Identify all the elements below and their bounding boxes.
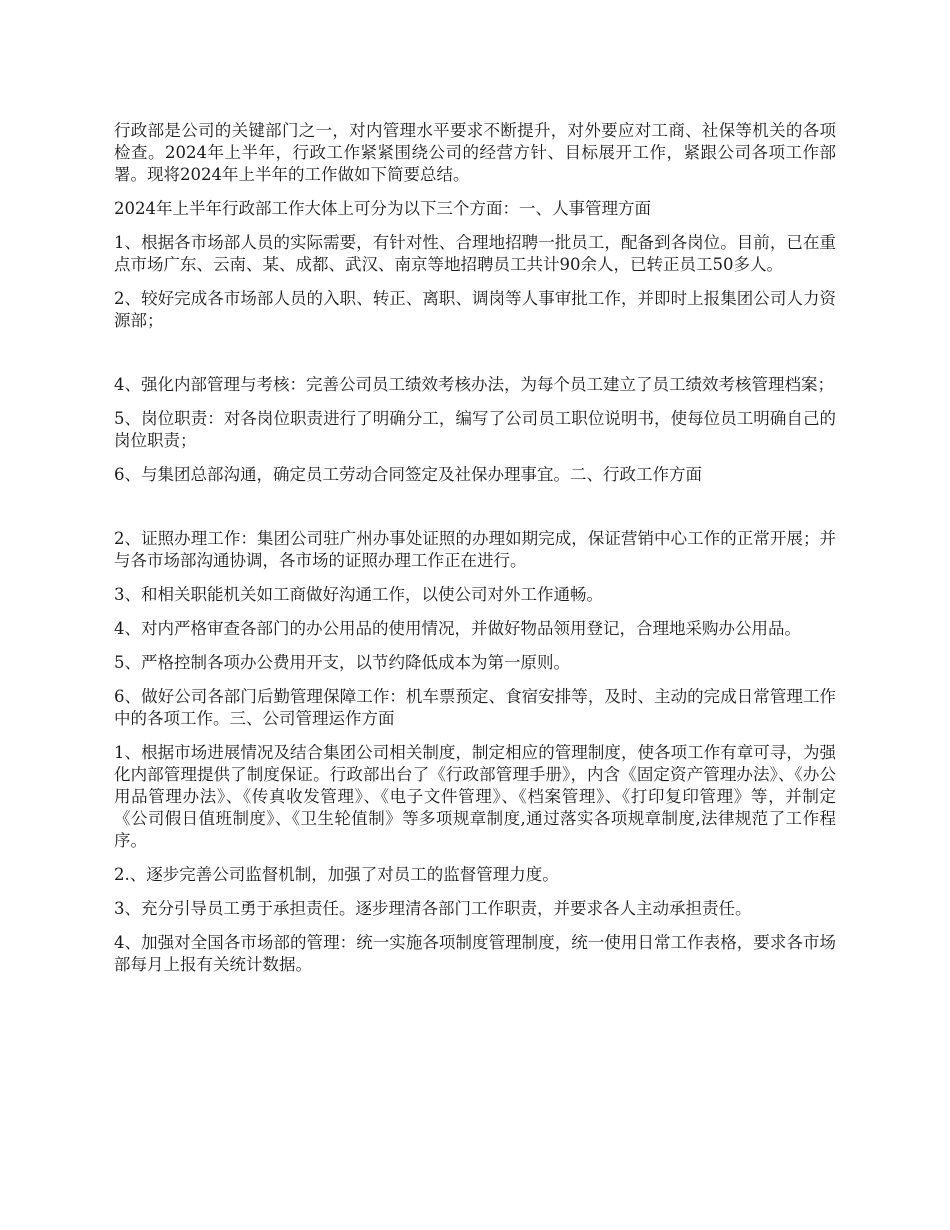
- admin-item-4: 4、对内严格审查各部门的办公用品的使用情况，并做好物品领用登记，合理地采购办公用品。: [114, 619, 801, 638]
- hr-item-4: 4、强化内部管理与考核：完善公司员工绩效考核办法，为每个员工建立了员工绩效考核管理档案；: [114, 375, 834, 394]
- admin-item-2: 2、证照办理工作：集团公司驻广州办事处证照的办理如期完成，保证营销中心工作的正常开展；并与各市场部沟通协调，各市场的证照办理工作正在进行。: [114, 529, 836, 570]
- admin-item-3: 3、和相关职能机关如工商做好沟通工作，以使公司对外工作通畅。: [114, 585, 603, 604]
- admin-item-5: 5、严格控制各项办公费用开支，以节约降低成本为第一原则。: [114, 653, 570, 672]
- hr-item-1: 1、根据各市场部人员的实际需要，有针对性、合理地招聘一批员工，配备到各岗位。目前，已在重点市场广东、云南、某、成都、武汉、南京等地招聘员工共计90余人，已转正员工50多人。: [114, 233, 836, 274]
- hr-item-5: 5、岗位职责：对各岗位职责进行了明确分工，编写了公司员工职位说明书，使每位员工明确自己的岗位职责；: [114, 409, 836, 450]
- document-body: [114, 120, 836, 988]
- mgmt-item-1: 1、根据市场进展情况及结合集团公司相关制度，制定相应的管理制度，使各项工作有章可寻，为强化内部管理提供了制度保证。行政部出台了《行政部管理手册》，内含《固定资产管理办法》、《办公用品管理办法》、《传真收发管理》、《电子文件管理》、《档案管理》、《打印复印管理》等，并制定《公司假日值班制度》、《卫生轮值制》等多项规章制度,通过落实各项规章制度,法律规范了工作程序。: [114, 743, 836, 850]
- mgmt-item-4: 4、加强对全国各市场部的管理：统一实施各项制度管理制度，统一使用日常工作表格，要求各市场部每月上报有关统计数据。: [114, 933, 836, 974]
- hr-item-2: 2、较好完成各市场部人员的入职、转正、离职、调岗等人事审批工作，并即时上报集团公司人力资源部；: [114, 289, 836, 330]
- mgmt-item-2: 2.、逐步完善公司监督机制，加强了对员工的监督管理力度。: [114, 865, 559, 884]
- intro-paragraph: 行政部是公司的关键部门之一，对内管理水平要求不断提升，对外要应对工商、社保等机关的各项检查。2024年上半年，行政工作紧紧围绕公司的经营方针、目标展开工作，紧跟公司各项工作部署。现将2024年上半年的工作做如下简要总结。: [114, 121, 836, 184]
- mgmt-item-3: 3、充分引导员工勇于承担责任。逐步理清各部门工作职责，并要求各人主动承担责任。: [114, 899, 752, 918]
- admin-item-6: 6、做好公司各部门后勤管理保障工作：机车票预定、食宿安排等，及时、主动的完成日常管理工作中的各项工作。三、公司管理运作方面: [114, 687, 836, 728]
- blank-gap: [114, 344, 836, 374]
- hr-item-6: 6、与集团总部沟通，确定员工劳动合同签定及社保办理事宜。二、行政工作方面: [114, 465, 702, 484]
- blank-gap: [114, 498, 836, 528]
- overview-paragraph: 2024年上半年行政部工作大体上可分为以下三个方面：一、人事管理方面: [114, 199, 651, 218]
